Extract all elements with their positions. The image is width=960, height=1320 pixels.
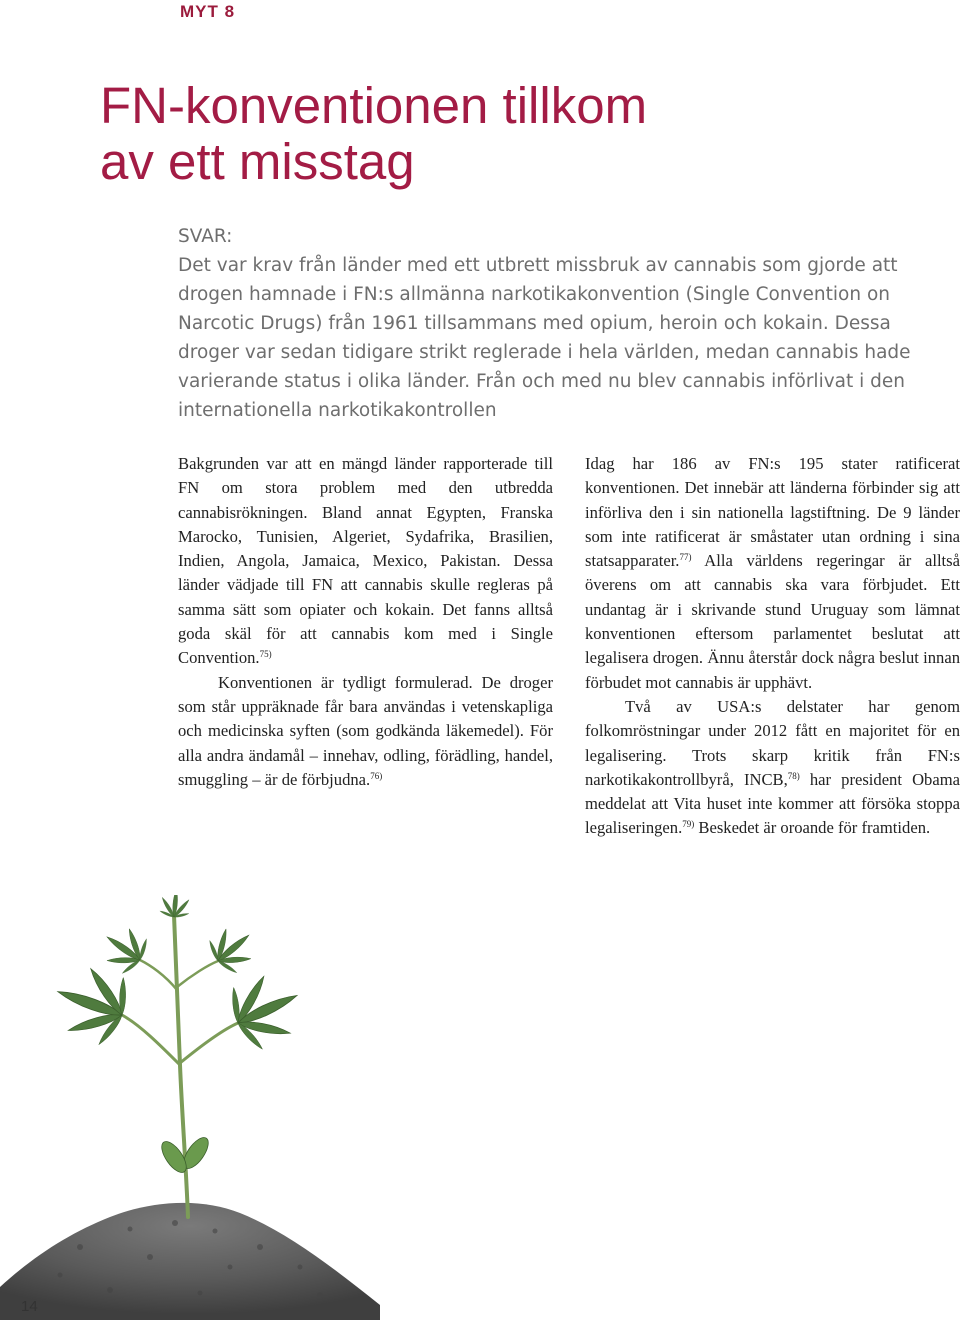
cannabis-seedling-illustration xyxy=(0,895,380,1320)
title-line-1: FN-konventionen tillkom xyxy=(100,77,648,134)
title-line-2: av ett misstag xyxy=(100,133,415,190)
footnote-ref-78: 78) xyxy=(787,770,800,781)
right-p1-text-b: Alla världens regeringar är alltså överens om att cannabis ska vara förbjudet. Ett undantag är i skrivande stund Uruguay som lämnat konventionen eftersom parlamentet beslutat att legalisera drogen. Ännu återstår dock några beslut innan förbudet mot cannabis är upphävt. xyxy=(585,551,960,692)
answer-block xyxy=(178,222,948,425)
left-paragraph-2 xyxy=(178,671,553,792)
right-p2-text-b: har president Obama meddelat att Vita huset inte kommer att försöka stoppa legaliseringen. xyxy=(585,769,960,838)
footnote-ref-76: 76) xyxy=(370,770,383,781)
myth-label: MYT 8 xyxy=(180,2,236,21)
footnote-ref-75: 75) xyxy=(259,649,272,660)
left-paragraph-1 xyxy=(178,452,553,671)
right-p2-text-a: Två av USA:s delstater har genom folkomröstningar under 2012 fått en majoritet för en legalisering. Trots skarp kritik från FN:s narkotikakontrollbyrå, INCB, xyxy=(585,696,960,789)
right-p2-text-c: Beskedet är oroande för framtiden. xyxy=(694,818,931,838)
footnote-ref-77: 77) xyxy=(679,552,692,563)
footnote-ref-79: 79) xyxy=(682,819,695,830)
right-p1-text-a: Idag har 186 av FN:s 195 stater ratificerat konventionen. Det innebär att länderna förbinder sig att införliva den i sin nationella lagstiftning. De 9 länder som inte ratificerat är småstater utan ordning i sina statsapparater. xyxy=(585,454,960,571)
left-column xyxy=(178,452,553,792)
right-paragraph-2 xyxy=(585,695,960,841)
page-number: 14 xyxy=(21,1298,38,1315)
right-paragraph-1 xyxy=(585,452,960,695)
left-p2-text: Konventionen är tydligt formulerad. De droger som står uppräknade får bara användas i vetenskapliga och medicinska syften (som godkända läkemedel). För alla andra ändamål – innehav, odling, förädling, handel, smuggling – är de förbjudna. xyxy=(178,672,553,789)
answer-label: SVAR: xyxy=(178,226,233,247)
right-column xyxy=(585,452,960,841)
left-p1-text: Bakgrunden var att en mängd länder rapporterade till FN om stora problem med den utbredda cannabisrökningen. Bland annat Egypten, Franska Marocko, Tunisien, Algeriet, Sydafrika, Brasilien, Indien, Angola, Jamaica, Mexico, Pakistan. Dessa länder vädjade till FN att cannabis skulle regleras på samma sätt som opiater och kokain. Det fanns alltså goda skäl för att cannabis kom med i Single Convention. xyxy=(178,454,553,668)
answer-text: Det var krav från länder med ett utbrett missbruk av cannabis som gjorde att drogen hamnade i FN:s allmänna narkotikakonvention (Single Convention on Narcotic Drugs) från 1961 tillsammans med opium, heroin och kokain. Dessa droger var sedan tidigare strikt reglerade i hela världen, medan cannabis hade varierande status i olika länder. Från och med nu blev cannabis införlivat i den internationella narkotikakontrollen xyxy=(178,255,911,421)
page-title xyxy=(100,78,920,190)
